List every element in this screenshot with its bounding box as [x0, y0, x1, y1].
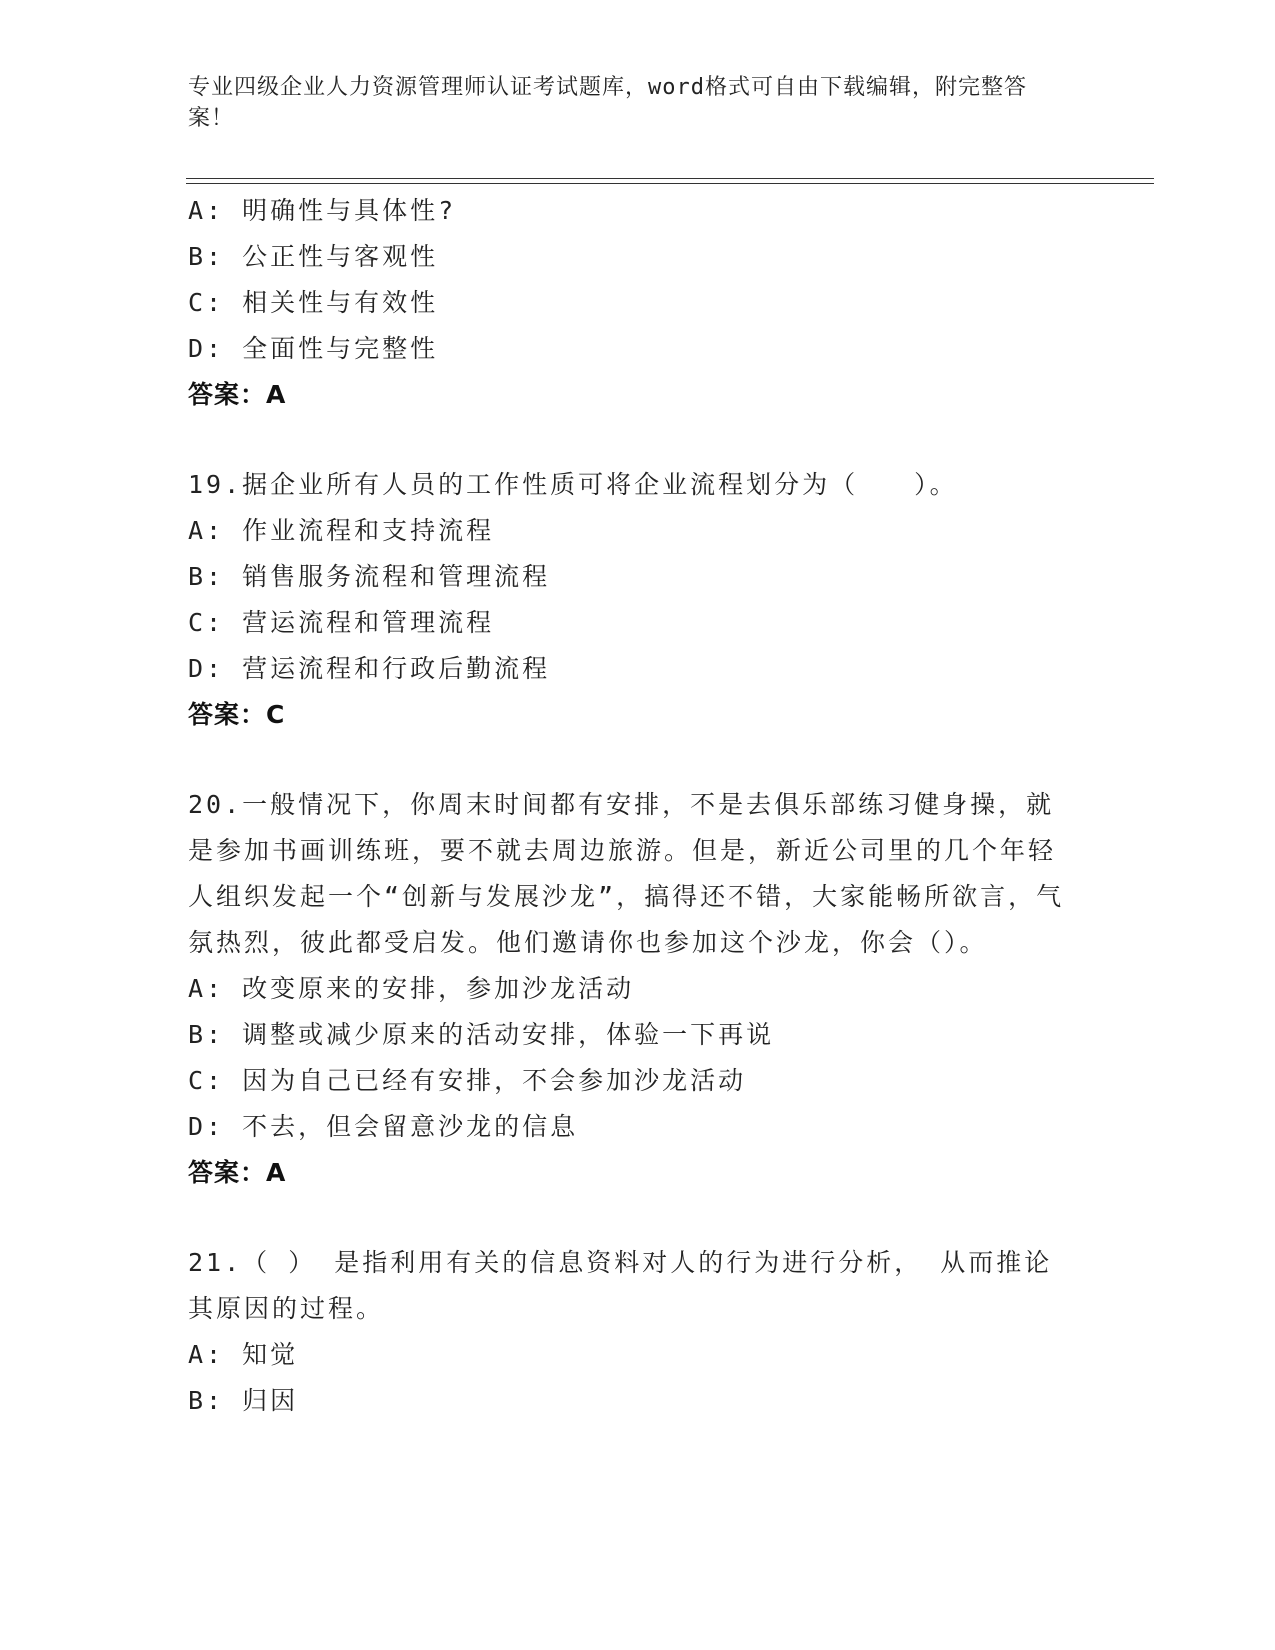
header-rule-bottom [186, 183, 1154, 184]
spacer [188, 1196, 1088, 1240]
question-21 [188, 1240, 1088, 1424]
option-a: A: 作业流程和支持流程 [188, 516, 495, 545]
option-d: D: 营运流程和行政后勤流程 [188, 654, 551, 683]
answer: 答案：A [188, 1158, 287, 1187]
question-18 [188, 188, 1088, 418]
spacer [188, 738, 1088, 782]
answer: 答案：A [188, 380, 287, 409]
option-c: C: 营运流程和管理流程 [188, 608, 495, 637]
question-19 [188, 462, 1088, 738]
question-text: 19.据企业所有人员的工作性质可将企业流程划分为（ ）。 [188, 470, 958, 499]
option-b: B: 调整或减少原来的活动安排，体验一下再说 [188, 1020, 775, 1049]
question-text: 20.一般情况下，你周末时间都有安排，不是去俱乐部练习健身操，就是参加书画训练班，要不就去周边旅游。但是，新近公司里的几个年轻人组织发起一个“创新与发展沙龙”，搞得还不错，大家能畅所欲言，气氛热烈，彼此都受启发。他们邀请你也参加这个沙龙，你会（）。 [188, 790, 1065, 957]
document-header: 专业四级企业人力资源管理师认证考试题库，word格式可自由下载编辑，附完整答案！ [188, 75, 1027, 131]
question-list [188, 188, 1088, 1424]
option-d: D: 全面性与完整性 [188, 334, 439, 363]
option-c: C: 相关性与有效性 [188, 288, 439, 317]
question-20 [188, 782, 1088, 1196]
option-a: A: 知觉 [188, 1340, 299, 1369]
spacer [188, 418, 1088, 462]
question-text: 21.（ ） 是指利用有关的信息资料对人的行为进行分析， 从而推论其原因的过程。 [188, 1248, 1053, 1323]
option-d: D: 不去，但会留意沙龙的信息 [188, 1112, 579, 1141]
answer: 答案：C [188, 700, 286, 729]
option-b: B: 公正性与客观性 [188, 242, 439, 271]
option-c: C: 因为自己已经有安排，不会参加沙龙活动 [188, 1066, 747, 1095]
option-a: A: 改变原来的安排，参加沙龙活动 [188, 974, 635, 1003]
option-b: B: 归因 [188, 1386, 299, 1415]
option-a: A: 明确性与具体性? [188, 196, 457, 225]
header-rule-top [186, 178, 1154, 179]
option-b: B: 销售服务流程和管理流程 [188, 562, 551, 591]
